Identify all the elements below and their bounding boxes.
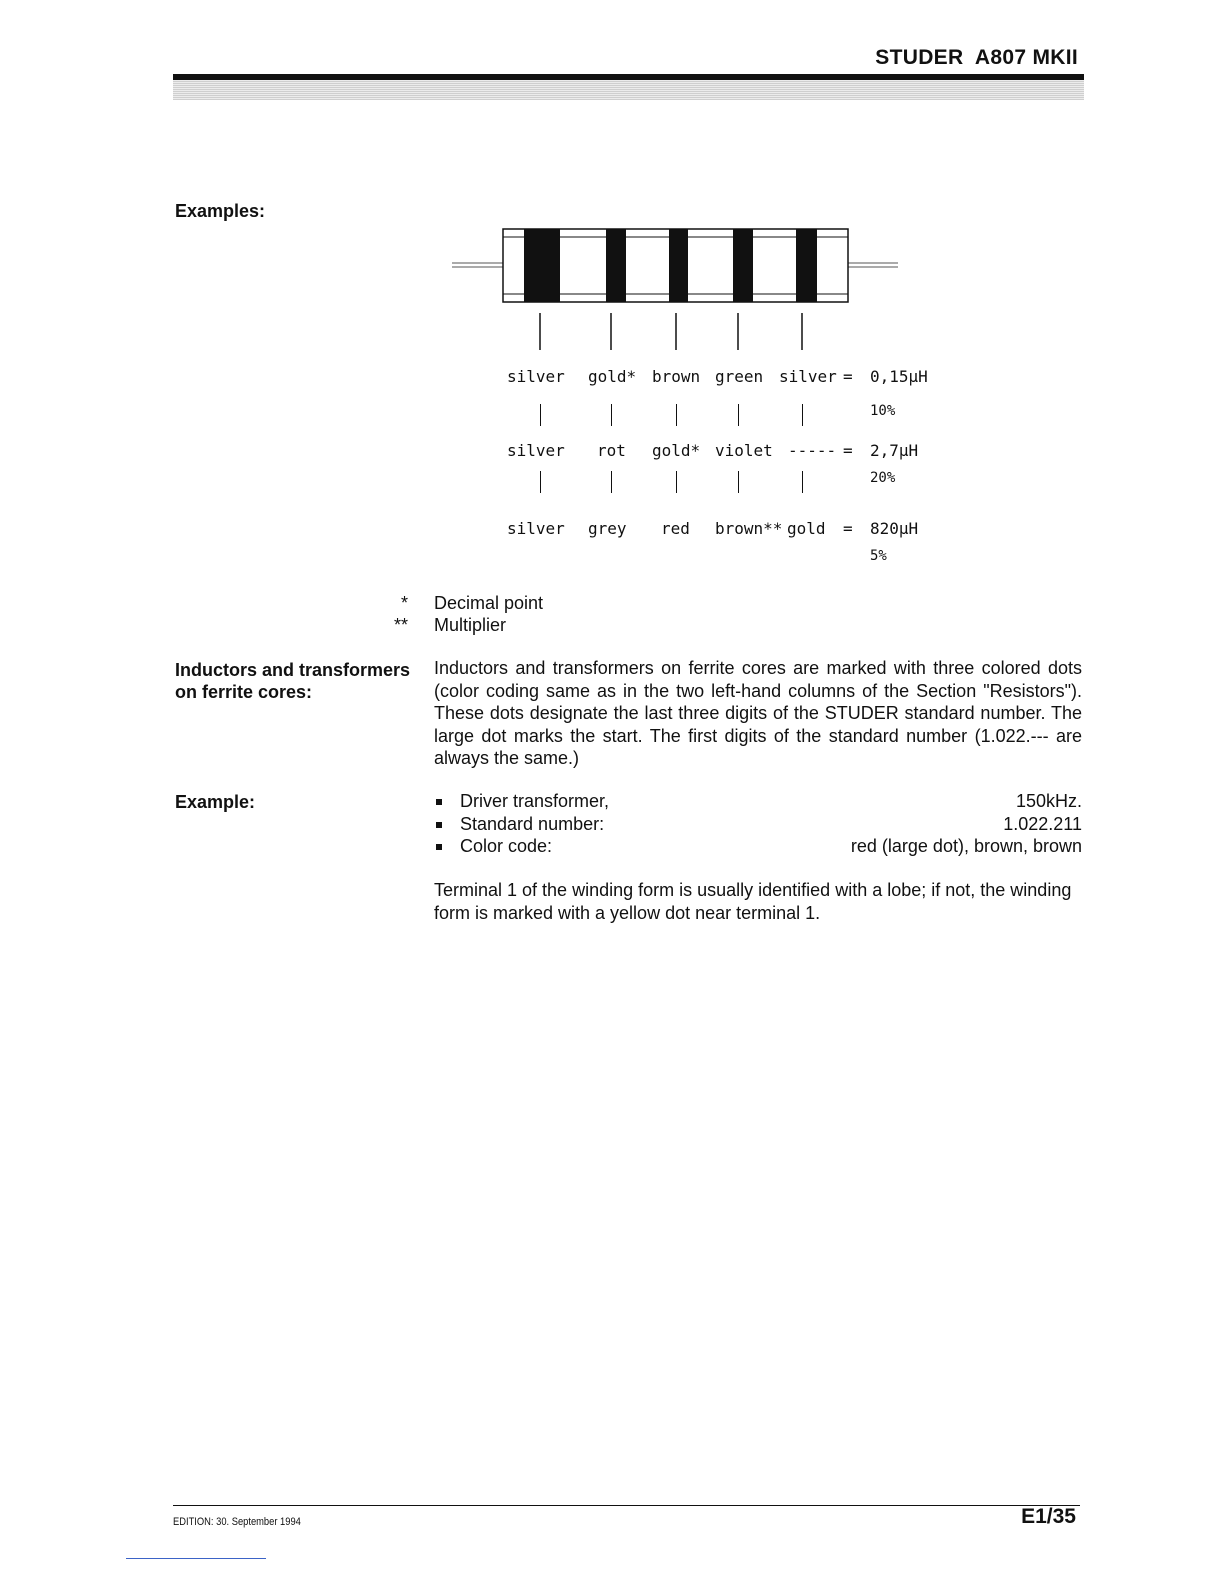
example-label: Example: xyxy=(175,792,256,812)
row3-band4: brown** xyxy=(715,519,783,538)
item-label: Standard number: xyxy=(460,813,605,834)
band-1 xyxy=(524,229,560,302)
tick xyxy=(802,404,803,426)
item-value: 1.022.211 xyxy=(1003,813,1082,834)
row1-band1: silver xyxy=(507,367,565,386)
row2-equals: = xyxy=(843,441,853,460)
header-band xyxy=(173,80,1084,100)
terminal-note: Terminal 1 of the winding form is usually identified with a lobe; if not, the winding form is marked with a yellow dot near terminal 1. xyxy=(434,880,1072,923)
tick xyxy=(738,404,739,426)
tick xyxy=(611,471,612,493)
inductors-heading-line2: on ferrite cores: xyxy=(175,682,313,702)
row2-tolerance: 20% xyxy=(870,470,896,486)
row2-band5: ----- xyxy=(788,441,837,460)
examples-label: Examples: xyxy=(175,201,266,221)
row3-band5: gold xyxy=(787,519,826,538)
row3-band1: silver xyxy=(507,519,565,538)
row1-band4: green xyxy=(715,367,764,386)
row2-band4: violet xyxy=(715,441,773,460)
tick xyxy=(540,404,541,426)
row1-tolerance: 10% xyxy=(870,403,896,419)
row2-band2: rot xyxy=(597,441,626,460)
band-5 xyxy=(796,229,817,302)
band-2 xyxy=(606,229,626,302)
row3-value: 820µH xyxy=(870,519,919,538)
row1-band3: brown xyxy=(652,367,701,386)
row1-value: 0,15µH xyxy=(870,367,928,386)
row1-band2: gold* xyxy=(588,367,637,386)
item-value: 150kHz. xyxy=(1015,791,1082,811)
tick xyxy=(676,404,677,426)
tick xyxy=(540,471,541,493)
row2-band1: silver xyxy=(507,441,565,460)
tick xyxy=(802,471,803,493)
inductor-diagram xyxy=(440,220,920,360)
footer-rule xyxy=(173,1505,1080,1506)
band-3 xyxy=(669,229,688,302)
footnote-text: Decimal point xyxy=(434,593,544,613)
footnote-text: Multiplier xyxy=(434,615,507,635)
footnote-mark: * xyxy=(400,593,408,613)
bullet-icon xyxy=(436,799,442,805)
list-item xyxy=(434,813,1082,836)
item-value: red (large dot), brown, brown xyxy=(850,836,1082,856)
inductors-heading-line1: Inductors and transformers xyxy=(175,660,411,680)
bullet-icon xyxy=(436,822,442,828)
row1-band5: silver xyxy=(779,367,837,386)
tick xyxy=(738,471,739,493)
document-title: STUDER A807 MKII xyxy=(875,46,1078,69)
example-list xyxy=(434,790,1082,858)
inductors-paragraph: Inductors and transformers on ferrite cores are marked with three colored dots (color coding same as in the two left-hand columns of the Section "Resistors"). These dots designate the last three digits of the STUDER standard number. The large dot marks the start. The first digits of the standard number (1.022.--- are always the same.) xyxy=(434,658,1082,768)
row3-band3: red xyxy=(661,519,690,538)
row2-value: 2,7µH xyxy=(870,441,919,460)
list-item xyxy=(434,790,1082,813)
edition-date: EDITION: 30. September 1994 xyxy=(173,1516,301,1528)
band-4 xyxy=(733,229,753,302)
row1-equals: = xyxy=(843,367,853,386)
scan-artifact-line xyxy=(126,1558,266,1559)
list-item xyxy=(434,835,1082,858)
bullet-icon xyxy=(436,844,442,850)
item-label: Color code: xyxy=(460,836,553,856)
tick xyxy=(611,404,612,426)
page-number: E1/35 xyxy=(1021,1505,1076,1528)
row3-equals: = xyxy=(843,519,853,538)
row3-band2: grey xyxy=(588,519,627,538)
footnote-mark: ** xyxy=(393,615,408,635)
item-label: Driver transformer, xyxy=(460,791,610,811)
tick xyxy=(676,471,677,493)
row3-tolerance: 5% xyxy=(870,548,887,564)
row2-band3: gold* xyxy=(652,441,701,460)
